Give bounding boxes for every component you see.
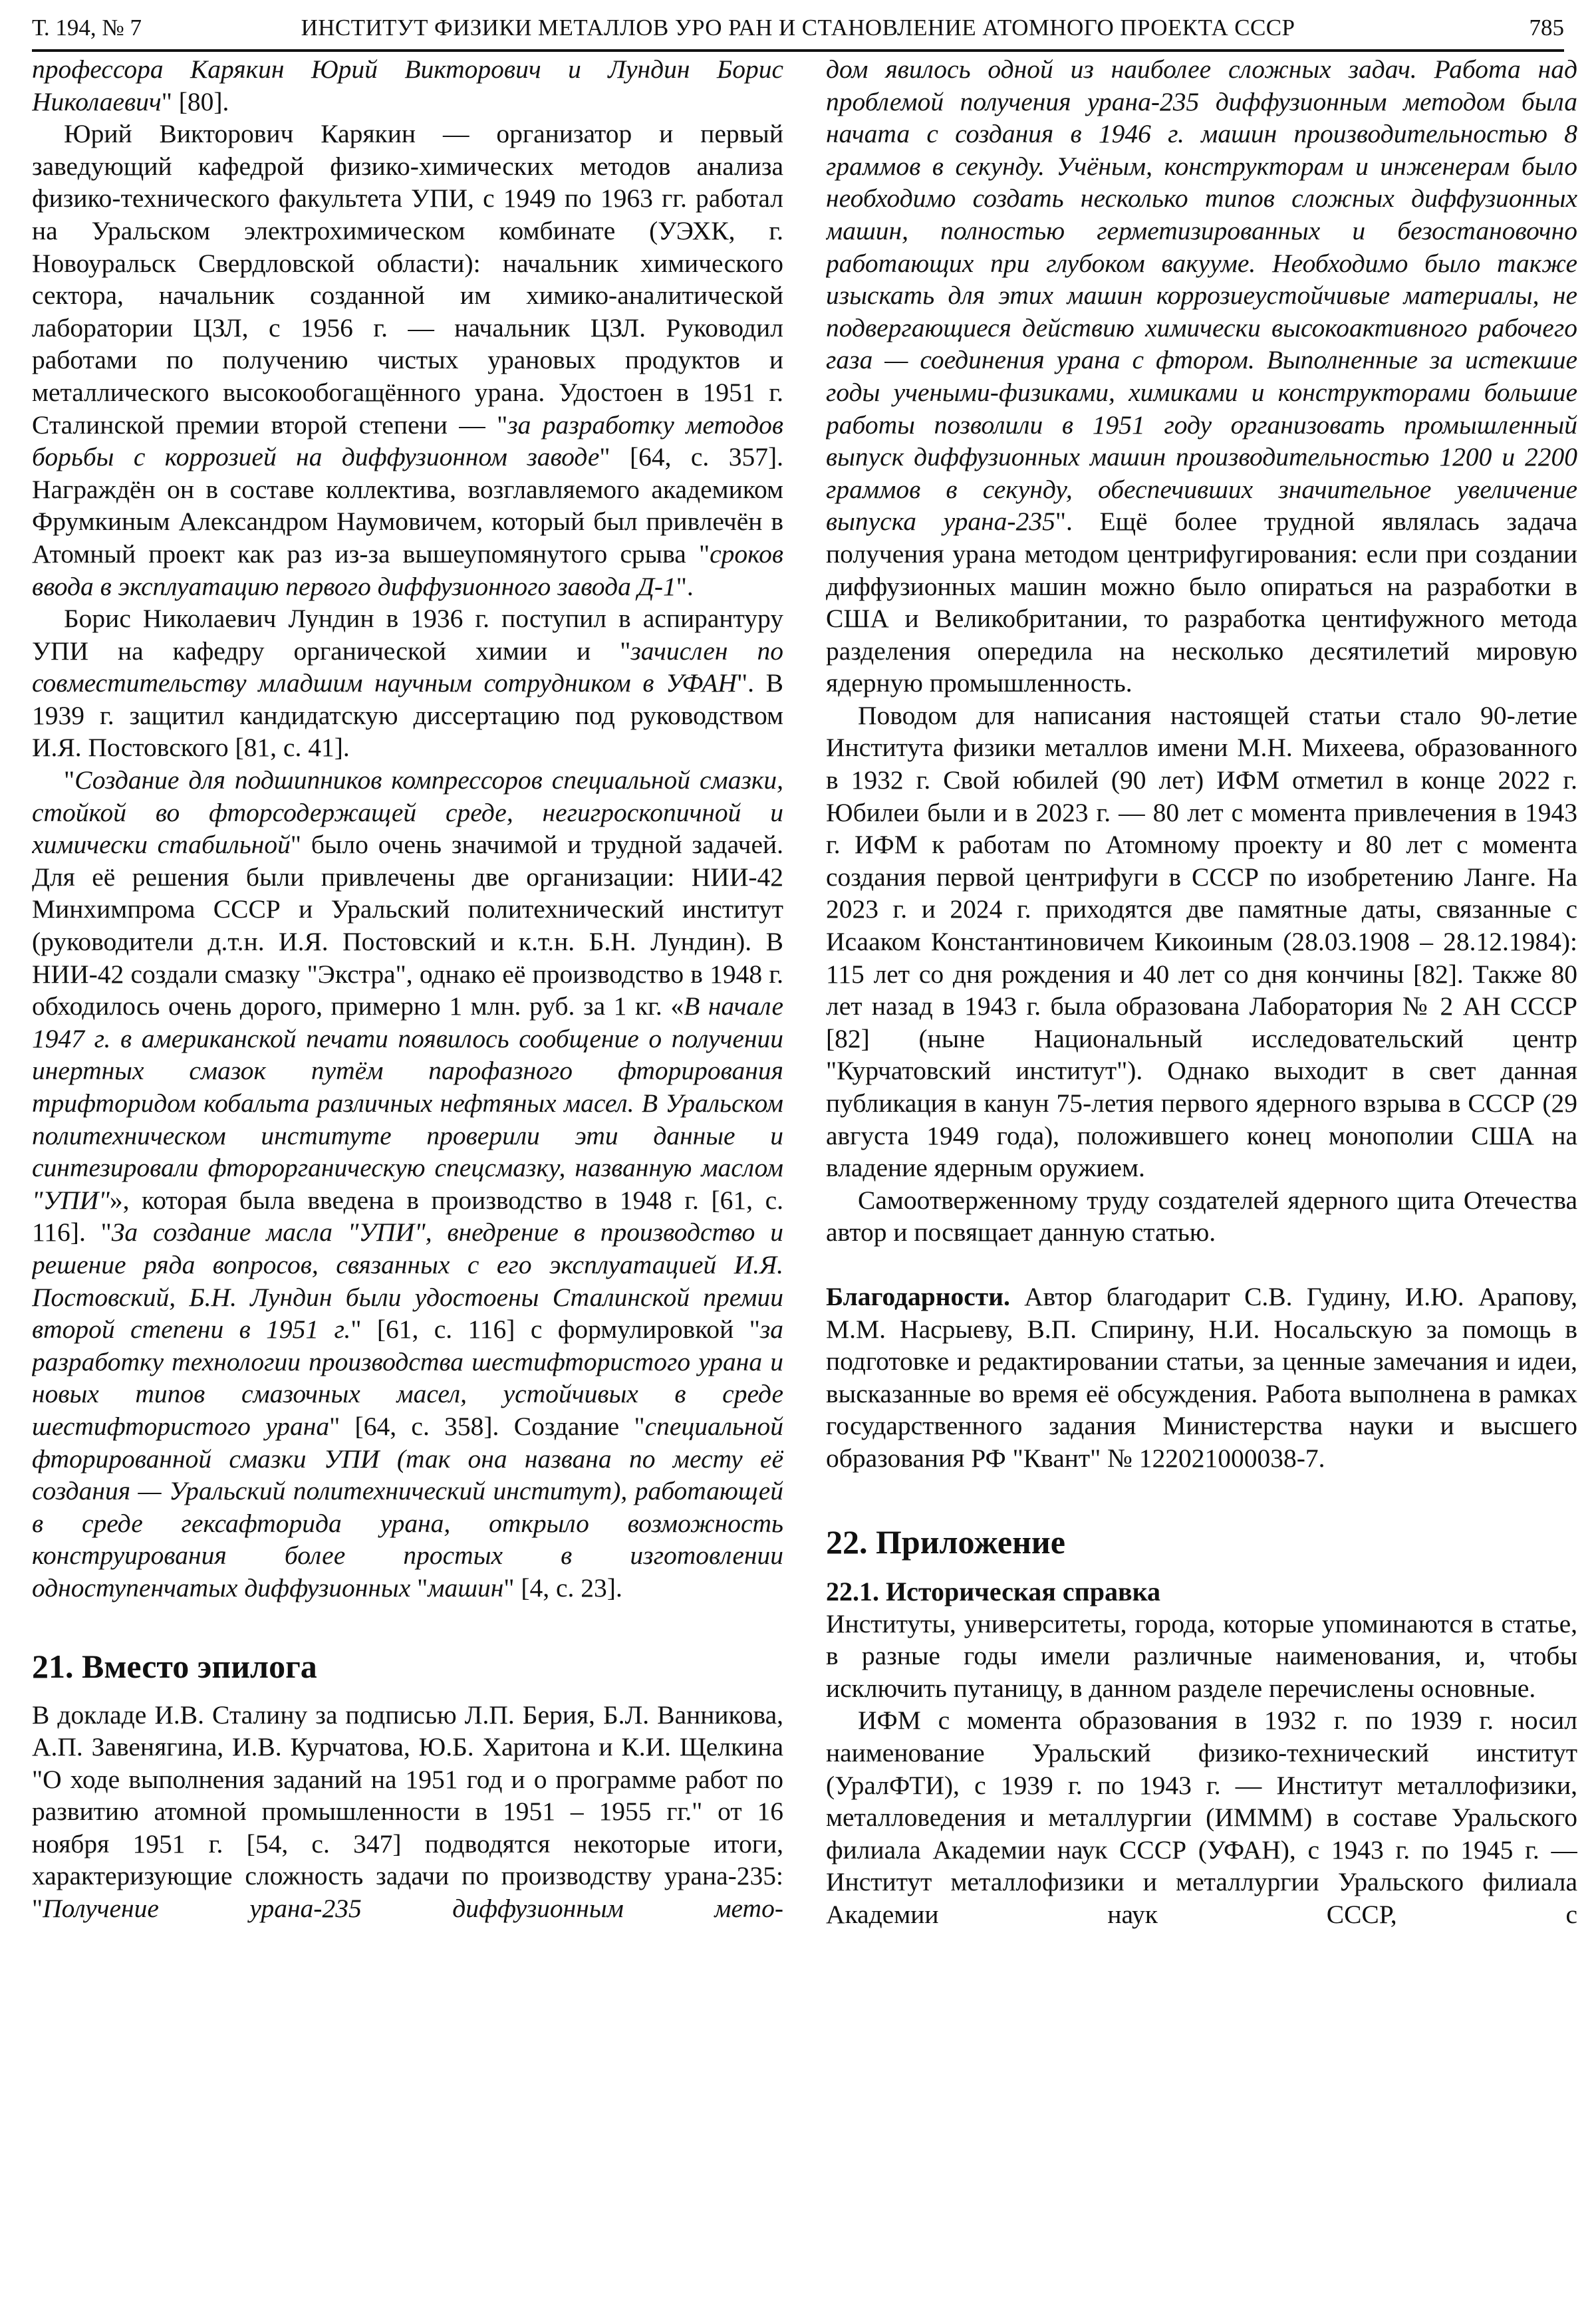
text-run: ". Ещё более трудной являлась задача получения урана методом центрифугирования: если при создании диффузионных машин можно было опираться на разработки в США и Великобритании, то разработка центифужного метода разделения опередила на несколько десятилетий мировую ядерную промышленность. [826, 507, 1577, 698]
quote-text: специальной фторированной смазки УПИ (так она названа по месту её создания — Уральский политехнический институт), работающей в среде гексафторида урана, открыло возможность конструирования более простых в изготовлении одноступенчатых диффузионных [32, 1411, 783, 1602]
text-run: " было очень значимой и трудной задачей. Для её решения были привлечены две организации: НИИ-42 Минхимпрома СССР и Уральский политехнический институт (руководители д.т.н. И.Я. Постовский и к.т.н. Б.Н. Лундин). В НИИ-42 создали смазку "Экстра", однако её производство в 1948 г. обходилось очень дорого, примерно 1 млн. руб. за 1 кг. « [32, 830, 783, 1021]
text-run: " [410, 1573, 428, 1602]
volume-issue: Т. 194, № 7 [32, 15, 142, 41]
text-run: ". [676, 571, 694, 601]
quote-text: В начале 1947 г. в американской печати появилось сообщение о получении инертных смазок путём парофазного фторирования трифторидом кобальта различных нефтяных масел. В Уральском политехническом институте проверили эти данные и синтезировали фторорганическую спецсмазку, названную маслом "УПИ" [32, 991, 783, 1215]
text-run: Автор благодарит С.В. Гудину, И.Ю. Арапову, М.М. Насрыеву, В.П. Спирину, Н.И. Носальскую за помощь в подготовке и редактировании статьи, за ценные замечания и идеи, высказанные во время её обсуждения. Работа выполнена в рамках государственного задания Министерства науки и высшего образования РФ "Квант" № 122021000038-7. [826, 1281, 1577, 1473]
text-run: " [61, с. 116] с формулировкой " [350, 1315, 760, 1345]
text-run: В докладе И.В. Сталину за подписью Л.П. Берия, Б.Л. Ванникова, А.П. Завенягина, И.В. Курчатова, Ю.Б. Харитона и К.И. Щелкина "О ходе выполнения заданий на 1951 год и о программе работ по развитию атомной промышленности в 1951 – 1955 гг." от 16 ноября 1951 г. [54, с. 347] подводятся некоторые итоги, характеризующие сложность задачи по производству урана-235: " [32, 1700, 783, 1924]
paragraph-karyakin [32, 118, 783, 602]
text-run: " [4, с. 23]. [503, 1573, 622, 1602]
quote-text: машин [428, 1573, 504, 1602]
text-run: " [64, с. 358]. Создание " [329, 1411, 645, 1441]
paragraph-occasion: Поводом для написания настоящей статьи стало 90-летие Института физики металлов имени М.Н. Михеева, образованного в 1932 г. Свой юбилей (90 лет) ИФМ отметил в конце 2022 г. Юбилеи были и в 2023 г. — 80 лет с момента привлечения в 1943 г. ИФМ к работам по Атомному проекту и 80 лет с момента создания первой центрифуги в СССР по изобретению Ланге. На 2023 г. и 2024 г. приходятся две памятные даты, связанные с Исааком Константиновичем Кикоиным (28.03.1908 – 28.12.1984): 115 лет со дня рождения и 40 лет со дня кончины [82]. Также 80 лет назад в 1943 г. была образована Лаборатория № 2 АН СССР [82] (ныне Национальный исследовательский центр "Курчатовский институт"). Однако выходит в свет данная публикация в канун 75-летия первого ядерного взрыва в СССР (29 августа 1949 года), положившего конец монополии США на владение ядерным оружием. [826, 700, 1577, 1183]
paragraph-report-continued [826, 53, 1577, 700]
section-heading-21: 21. Вместо эпилога [32, 1647, 317, 1685]
heading-gap [826, 1563, 1577, 1576]
text-run: », которая была введена в производство в 1948 г. [61, с. 116]. " [32, 1185, 783, 1247]
paragraph-names-intro: Институты, университеты, города, которые упоминаются в статье, в разные годы имели различные наименования, и, чтобы исключить путаницу, в данном разделе перечислены основные. [826, 1608, 1577, 1703]
text-run: Юрий Викторович Карякин — организатор и первый заведующий кафедрой физико-химических методов анализа физико-технического факультета УПИ, с 1949 по 1963 гг. работал на Уральском электрохимическом комбинате (УЭХК, г. Новоуральск Свердловской области): начальник химического сектора, начальник созданной им химико-аналитической лаборатории ЦЗЛ, с 1956 г. — начальник ЦЗЛ. Руководил работами по получению чистых урановых продуктов и металлического высокообогащённого урана. Удостоен в 1951 г. Сталинской премии второй степени — " [32, 119, 783, 440]
left-column [32, 53, 783, 2294]
paragraph-ifm-names: ИФМ с момента образования в 1932 г. по 1939 г. носил наименование Уральский физико-технический институт (УралФТИ), с 1939 г. по 1943 г. — Институт металлофизики, металловедения и металлургии (ИМММ) в составе Уральского филиала Академии наук СССР (УФАН), с 1943 г. по 1945 г. — Институт металлофизики и металлургии Уральского филиала Академии наук СССР, с [826, 1706, 1577, 1929]
text-run: " [80]. [161, 86, 229, 116]
paragraph-report [32, 1699, 783, 1925]
heading-gap [32, 1687, 783, 1699]
text-run: ". В 1939 г. защитил кандидатскую диссертацию под руководством И.Я. Постовского [81, с. 41]. [32, 668, 783, 763]
quote-text: Получение урана-235 диффузионным мето- [43, 1894, 783, 1924]
paragraph-lundin [32, 602, 783, 764]
quote-text: сроков ввода в эксплуатацию первого диффузионного завода Д-1 [32, 539, 783, 601]
section-heading-22: 22. Приложение [826, 1523, 1065, 1561]
right-column [826, 53, 1577, 2294]
paragraph-dedication: Самоотверженному труду создателей ядерного щита Отечества автор и посвящает данную статью. [826, 1185, 1577, 1247]
subsection-heading-22-1: 22.1. Историческая справка [826, 1576, 1161, 1606]
quote-text: за разработку методов борьбы с коррозией на диффузионном заводе [32, 410, 783, 472]
running-head [32, 9, 1564, 47]
quote-text: зачислен по совместительству младшим научным сотрудником в УФАН [32, 636, 783, 698]
text-run: " [64, 765, 75, 795]
quote-text: за разработку технологии производства шестифтористого урана и новых типов смазочных масел, устойчивых в среде шестифтористого урана [32, 1315, 783, 1441]
quote-text: За создание масла "УПИ", внедрение в производство и решение ряда вопросов, связанных с его эксплуатацией И.Я. Постовский, Б.Н. Лундин были удостоены Сталинской премии второй степени в 1951 г. [32, 1217, 783, 1345]
quote-text: Создание для подшипников компрессоров специальной смазки, стойкой во фторсодержащей среде, негигроскопичной и химически стабильной [32, 765, 783, 860]
quote-text: дом явилось одной из наиболее сложных задач. Работа над проблемой получения урана-235 диффузионным методом была начата с создания в 1946 г. машин производительностью 8 граммов в секунду. Учёным, конструкторам и инженерам было необходимо создать несколько типов сложных диффузионных машин, полностью герметизированных и безостановочно работающих при глубоком вакууме. Необходимо было также изыскать для этих машин коррозиеустойчивые материалы, не подвергающиеся действию химически высокоактивного рабочего газа — соединения урана с фтором. Выполненные за истекшие годы учеными-физиками, химиками и конструкторами большие работы позволили в 1951 году организовать промышленный выпуск диффузионных машин производительностью 1200 и 2200 граммов в секунду, обеспечивших значительное увеличение выпуска урана-235 [826, 55, 1577, 537]
section-gap [826, 1475, 1577, 1521]
paragraph-lubricant [32, 764, 783, 1604]
text-run: " [64, с. 357]. Награждён он в составе коллектива, возглавляемого академиком Фрумкиным Александром Наумовичем, который был привлечён в Атомный проект как раз из-за вышеупомянутого срыва " [32, 442, 783, 569]
paragraph-acknowledgements [826, 1281, 1577, 1475]
quote-text: профессора Карякин Юрий Викторович и Лундин Борис Николаевич [32, 55, 783, 116]
section-gap [826, 1249, 1577, 1281]
acknowledgements-label: Благодарности. [826, 1281, 1010, 1311]
running-title: ИНСТИТУТ ФИЗИКИ МЕТАЛЛОВ УРО РАН И СТАНОВЛЕНИЕ АТОМНОГО ПРОЕКТА СССР [301, 15, 1295, 41]
section-gap [32, 1604, 783, 1646]
header-rule [32, 49, 1564, 52]
page-number: 785 [1529, 15, 1564, 41]
paragraph-continuation [32, 53, 783, 118]
text-run: Борис Николаевич Лундин в 1936 г. поступил в аспирантуру УПИ на кафедру органической химии и " [32, 604, 783, 666]
